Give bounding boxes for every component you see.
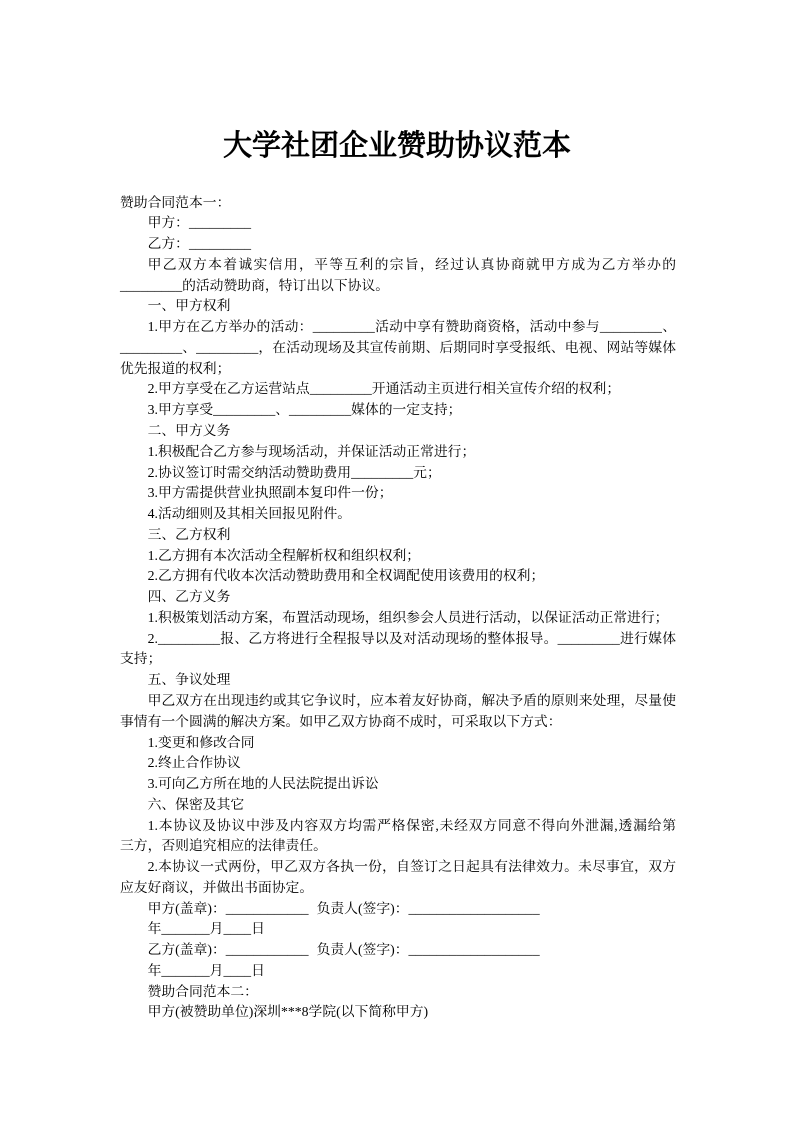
clause-line: 1.积极配合乙方参与现场活动，并保证活动正常进行； <box>147 443 476 459</box>
signature-signer: 负责人(签字)：___________________ <box>316 900 540 916</box>
clause-line: 1.本协议及协议中涉及内容双方均需严格保密,未经双方同意不得向外泄漏,透漏给第 <box>147 817 676 833</box>
clause-line: 2._________报、乙方将进行全程报导以及对活动现场的整体报导。_________进行媒体 <box>147 630 676 646</box>
document-body <box>120 193 676 1024</box>
section-heading: 三、乙方权利 <box>147 526 231 542</box>
section-heading: 五、争议处理 <box>147 672 231 688</box>
section-heading: 四、乙方义务 <box>147 589 231 605</box>
preamble-line: 甲乙双方本着诚实信用，平等互利的宗旨，经过认真协商就甲方成为乙方举办的 <box>147 256 676 272</box>
clause-line: _________、_________，在活动现场及其宣传前期、后期同时享受报纸、电视、网站等媒体 <box>120 339 676 355</box>
signature-date: 年_______月____日 <box>147 962 265 978</box>
clause-line: 1.积极策划活动方案，布置活动现场，组织参会人员进行活动，以保证活动正常进行； <box>147 609 669 625</box>
section-heading: 六、保密及其它 <box>147 796 245 812</box>
signature-date: 年_______月____日 <box>147 921 265 937</box>
clause-line: 2.本协议一式两份，甲乙双方各执一份，自签订之日起具有法律效力。未尽事宜，双方 <box>147 859 676 875</box>
section-party-b-rights <box>120 525 676 587</box>
clause-line: 三方，否则追究相应的法律责任。 <box>120 838 327 854</box>
clause-line: 2.协议签订时需交纳活动赞助费用_________元； <box>147 464 441 480</box>
section-heading: 一、甲方权利 <box>147 298 231 314</box>
clause-line: 甲乙双方在出现违约或其它争议时，应本着友好协商，解决予盾的原则来处理，尽量使 <box>147 692 676 708</box>
clause-line: 事情有一个圆满的解决方案。如甲乙双方协商不成时，可采取以下方式： <box>120 713 562 729</box>
preamble-line: _________的活动赞助商，特订出以下协议。 <box>120 277 390 293</box>
clause-line: 1.变更和修改合同 <box>147 734 255 750</box>
contract1-intro <box>120 193 676 297</box>
signature-block <box>120 899 676 982</box>
clause-line: 应友好商议，并做出书面协定。 <box>120 879 314 895</box>
signature-seal: 乙方(盖章)：____________ <box>147 942 309 958</box>
section-heading: 二、甲方义务 <box>147 423 231 439</box>
clause-line: 3.甲方需提供营业执照副本复印件一份； <box>147 485 393 501</box>
party-a-line: 甲方：_________ <box>147 215 252 231</box>
clause-line: 3.可向乙方所在地的人民法院提出诉讼 <box>147 776 379 792</box>
signature-row-party-a <box>120 899 676 920</box>
section-dispute-resolution <box>120 670 676 795</box>
signature-seal: 甲方(盖章)：____________ <box>147 900 309 916</box>
document-title: 大学社团企业赞助协议范本 <box>222 128 571 162</box>
clause-line: 3.甲方享受_________、_________媒体的一定支持； <box>147 402 462 418</box>
contract1-heading: 赞助合同范本一： <box>120 194 231 210</box>
clause-line: 4.活动细则及其相关回报见附件。 <box>147 506 352 522</box>
clause-line: 2.甲方享受在乙方运营站点_________开通活动主页进行相关宣传介绍的权利； <box>147 381 621 397</box>
signature-signer: 负责人(签字)：___________________ <box>316 942 540 958</box>
signature-row-party-b <box>120 940 676 961</box>
section-party-a-obligations <box>120 421 676 525</box>
section-confidentiality-other <box>120 795 676 899</box>
clause-line: 2.终止合作协议 <box>147 755 241 771</box>
clause-line: 2.乙方拥有代收本次活动赞助费用和全权调配使用该费用的权利； <box>147 568 545 584</box>
party-b-line: 乙方：_________ <box>147 236 252 252</box>
clause-line: 支持； <box>120 651 162 667</box>
section-party-a-rights <box>120 296 676 421</box>
clause-line: 优先报道的权利； <box>120 360 231 376</box>
section-party-b-obligations <box>120 587 676 670</box>
clause-line: 1.乙方拥有本次活动全程解析权和组织权利； <box>147 547 421 563</box>
contract2-party-a-line: 甲方(被赞助单位)深圳***8学院(以下简称甲方) <box>147 1004 429 1020</box>
clause-line: 1.甲方在乙方举办的活动：_________活动中享有赞助商资格，活动中参与_________、 <box>147 319 676 335</box>
contract2-heading: 赞助合同范本二： <box>147 983 258 999</box>
contract2-intro <box>120 982 676 1024</box>
